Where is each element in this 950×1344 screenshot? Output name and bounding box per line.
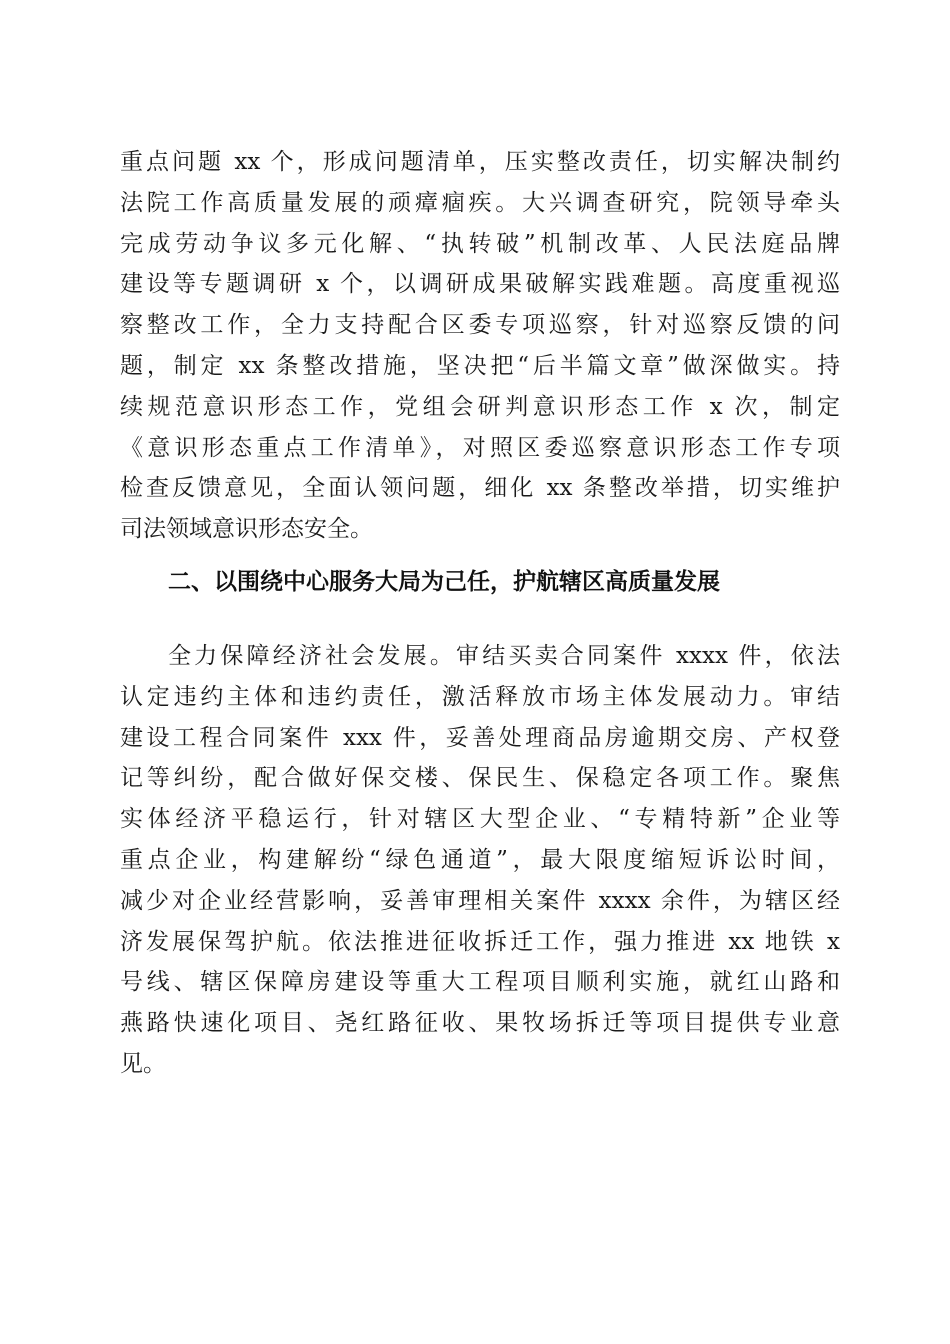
paragraph-line: 全力保障经济社会发展。审结买卖合同案件 xxxx 件，依法 — [168, 643, 840, 669]
paragraph-economic-development — [120, 636, 840, 1085]
paragraph-inspection-rectification — [120, 142, 840, 550]
paragraph-line: 续规范意识形态工作，党组会研判意识形态工作 x 次，制定 — [120, 393, 840, 420]
paragraph-line: 察整改工作，全力支持配合区委专项巡察，针对巡察反馈的问 — [120, 312, 840, 339]
paragraph-line: 重点问题 xx 个，形成问题清单，压实整改责任，切实解决制约 — [120, 149, 840, 175]
paragraph-line: 减少对企业经营影响，妥善审理相关案件 xxxx 余件，为辖区经 — [120, 887, 840, 914]
paragraph-line: 检查反馈意见，全面认领问题，细化 xx 条整改举措，切实维护 — [120, 475, 840, 502]
paragraph-line: 燕路快速化项目、尧红路征收、果牧场拆迁等项目提供专业意 — [120, 1010, 840, 1037]
paragraph-line: 建设等专题调研 x 个，以调研成果破解实践难题。高度重视巡 — [120, 271, 840, 298]
paragraph-line: 题，制定 xx 条整改措施，坚决把“后半篇文章”做深做实。持 — [120, 352, 840, 379]
section-heading: 二、以围绕中心服务大局为己任，护航辖区高质量发展 — [168, 569, 720, 595]
paragraph-line: 号线、辖区保障房建设等重大工程项目顺利实施，就红山路和 — [120, 969, 840, 996]
paragraph-line: 记等纠纷，配合做好保交楼、保民生、保稳定各项工作。聚焦 — [120, 765, 840, 792]
paragraph-line: 认定违约主体和违约责任，激活释放市场主体发展动力。审结 — [120, 683, 840, 710]
paragraph-line: 实体经济平稳运行，针对辖区大型企业、“专精特新”企业等 — [120, 806, 840, 833]
paragraph-line: 法院工作高质量发展的顽瘴痼疾。大兴调查研究，院领导牵头 — [120, 189, 840, 216]
paragraph-line: 济发展保驾护航。依法推进征收拆迁工作，强力推进 xx 地铁 x — [120, 928, 840, 955]
paragraph-line: 见。 — [120, 1050, 166, 1077]
paragraph-line: 建设工程合同案件 xxx 件，妥善处理商品房逾期交房、产权登 — [120, 724, 840, 751]
paragraph-line: 完成劳动争议多元化解、“执转破”机制改革、人民法庭品牌 — [120, 230, 840, 257]
paragraph-line: 重点企业，构建解纷“绿色通道”，最大限度缩短诉讼时间， — [120, 846, 840, 873]
paragraph-line: 司法领域意识形态安全。 — [120, 516, 373, 543]
paragraph-line: 《意识形态重点工作清单》，对照区委巡察意识形态工作专项 — [120, 434, 840, 461]
